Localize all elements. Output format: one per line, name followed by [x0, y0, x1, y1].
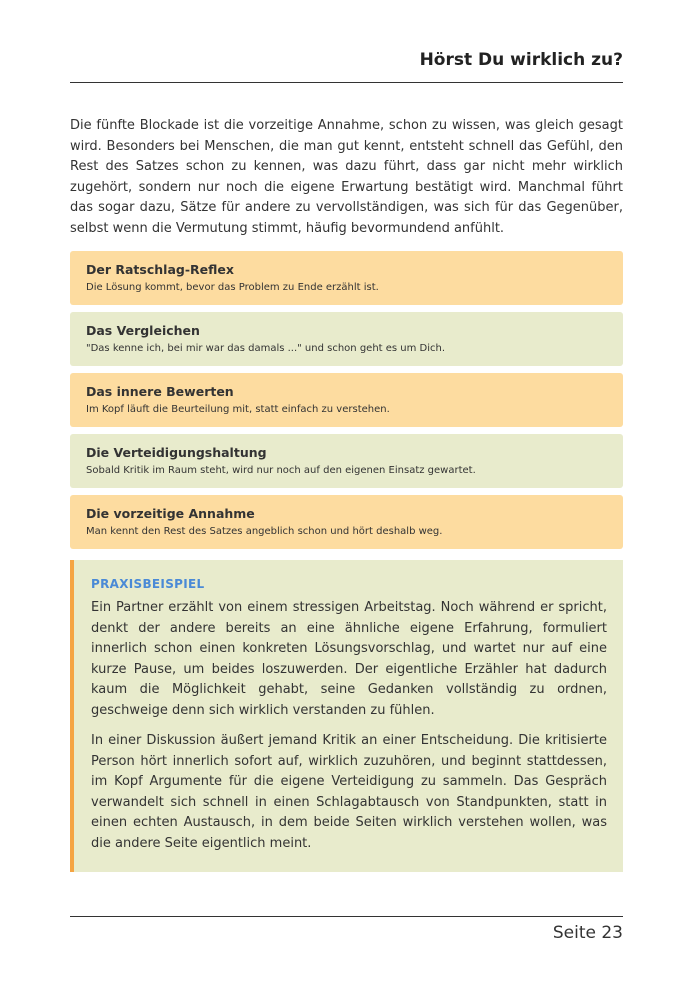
- blockade-card: [70, 251, 623, 305]
- intro-paragraph: Die fünfte Blockade ist die vorzeitige Annahme, schon zu wissen, was gleich gesagt wird. Besonders bei Menschen, die man gut kennt, entsteht schnell das Gefühl, den Rest des Satzes schon zu kennen, was dazu führt, dass gar nicht mehr wirklich zugehört, sondern nur noch die eigene Erwartung bestätigt wird. Manchmal führt das sogar dazu, Sätze für andere zu vervollständigen, was sich für das Gegenüber, selbst wenn die Vermutung stimmt, häufig bevormundend anfühlt.: [70, 118, 623, 236]
- example-paragraph: In einer Diskussion äußert jemand Kritik an einer Entscheidung. Die kritisierte Person hört innerlich sofort auf, wirklich zuzuhören, und beginnt stattdessen, im Kopf Argumente für die eigene Verteidigung zu sammeln. Das Gespräch verwandelt sich schnell in einen Schlagabtausch von Standpunkten, statt in einen echten Austausch, in dem beide Seiten wirklich verstehen wollen, was die andere Seite eigentlich meint.: [91, 733, 607, 851]
- example-paragraph: Ein Partner erzählt von einem stressigen Arbeitstag. Noch während er spricht, denkt der andere bereits an eine ähnliche eigene Erfahrung, formuliert innerlich schon einen konkreten Lösungsvorschlag, und wartet nur auf eine kurze Pause, um beides loszuwerden. Der eigentliche Erzähler hat dadurch kaum die Möglichkeit gehabt, seine Gedanken vollständig zu ordnen, geschweige denn sich wirklich verstanden zu fühlen.: [91, 600, 607, 718]
- blockade-card-title: Das innere Bewerten: [86, 384, 234, 399]
- blockade-card-title: Der Ratschlag-Reflex: [86, 262, 234, 277]
- blockade-card: [70, 373, 623, 427]
- blockade-card-text: Man kennt den Rest des Satzes angeblich schon und hört deshalb weg.: [86, 526, 443, 537]
- blockade-card-text: Im Kopf läuft die Beurteilung mit, statt einfach zu verstehen.: [86, 404, 390, 415]
- header-rule: [70, 82, 623, 83]
- blockade-card-title: Das Vergleichen: [86, 323, 200, 338]
- page-title: Hörst Du wirklich zu?: [419, 50, 623, 70]
- blockade-card: [70, 434, 623, 488]
- blockade-card-text: Die Lösung kommt, bevor das Problem zu Ende erzählt ist.: [86, 282, 379, 293]
- blockade-card-text: Sobald Kritik im Raum steht, wird nur noch auf den eigenen Einsatz gewartet.: [86, 465, 476, 476]
- blockade-list: [70, 251, 623, 556]
- blockade-card-title: Die Verteidigungshaltung: [86, 445, 267, 460]
- page-number: Seite 23: [552, 923, 623, 943]
- example-box: [70, 560, 623, 872]
- blockade-card-text: "Das kenne ich, bei mir war das damals ..." und schon geht es um Dich.: [86, 343, 446, 354]
- blockade-card: [70, 495, 623, 549]
- blockade-card-title: Die vorzeitige Annahme: [86, 506, 255, 521]
- example-label: PRAXISBEISPIEL: [91, 577, 205, 591]
- blockade-card: [70, 312, 623, 366]
- footer-rule: [70, 916, 623, 917]
